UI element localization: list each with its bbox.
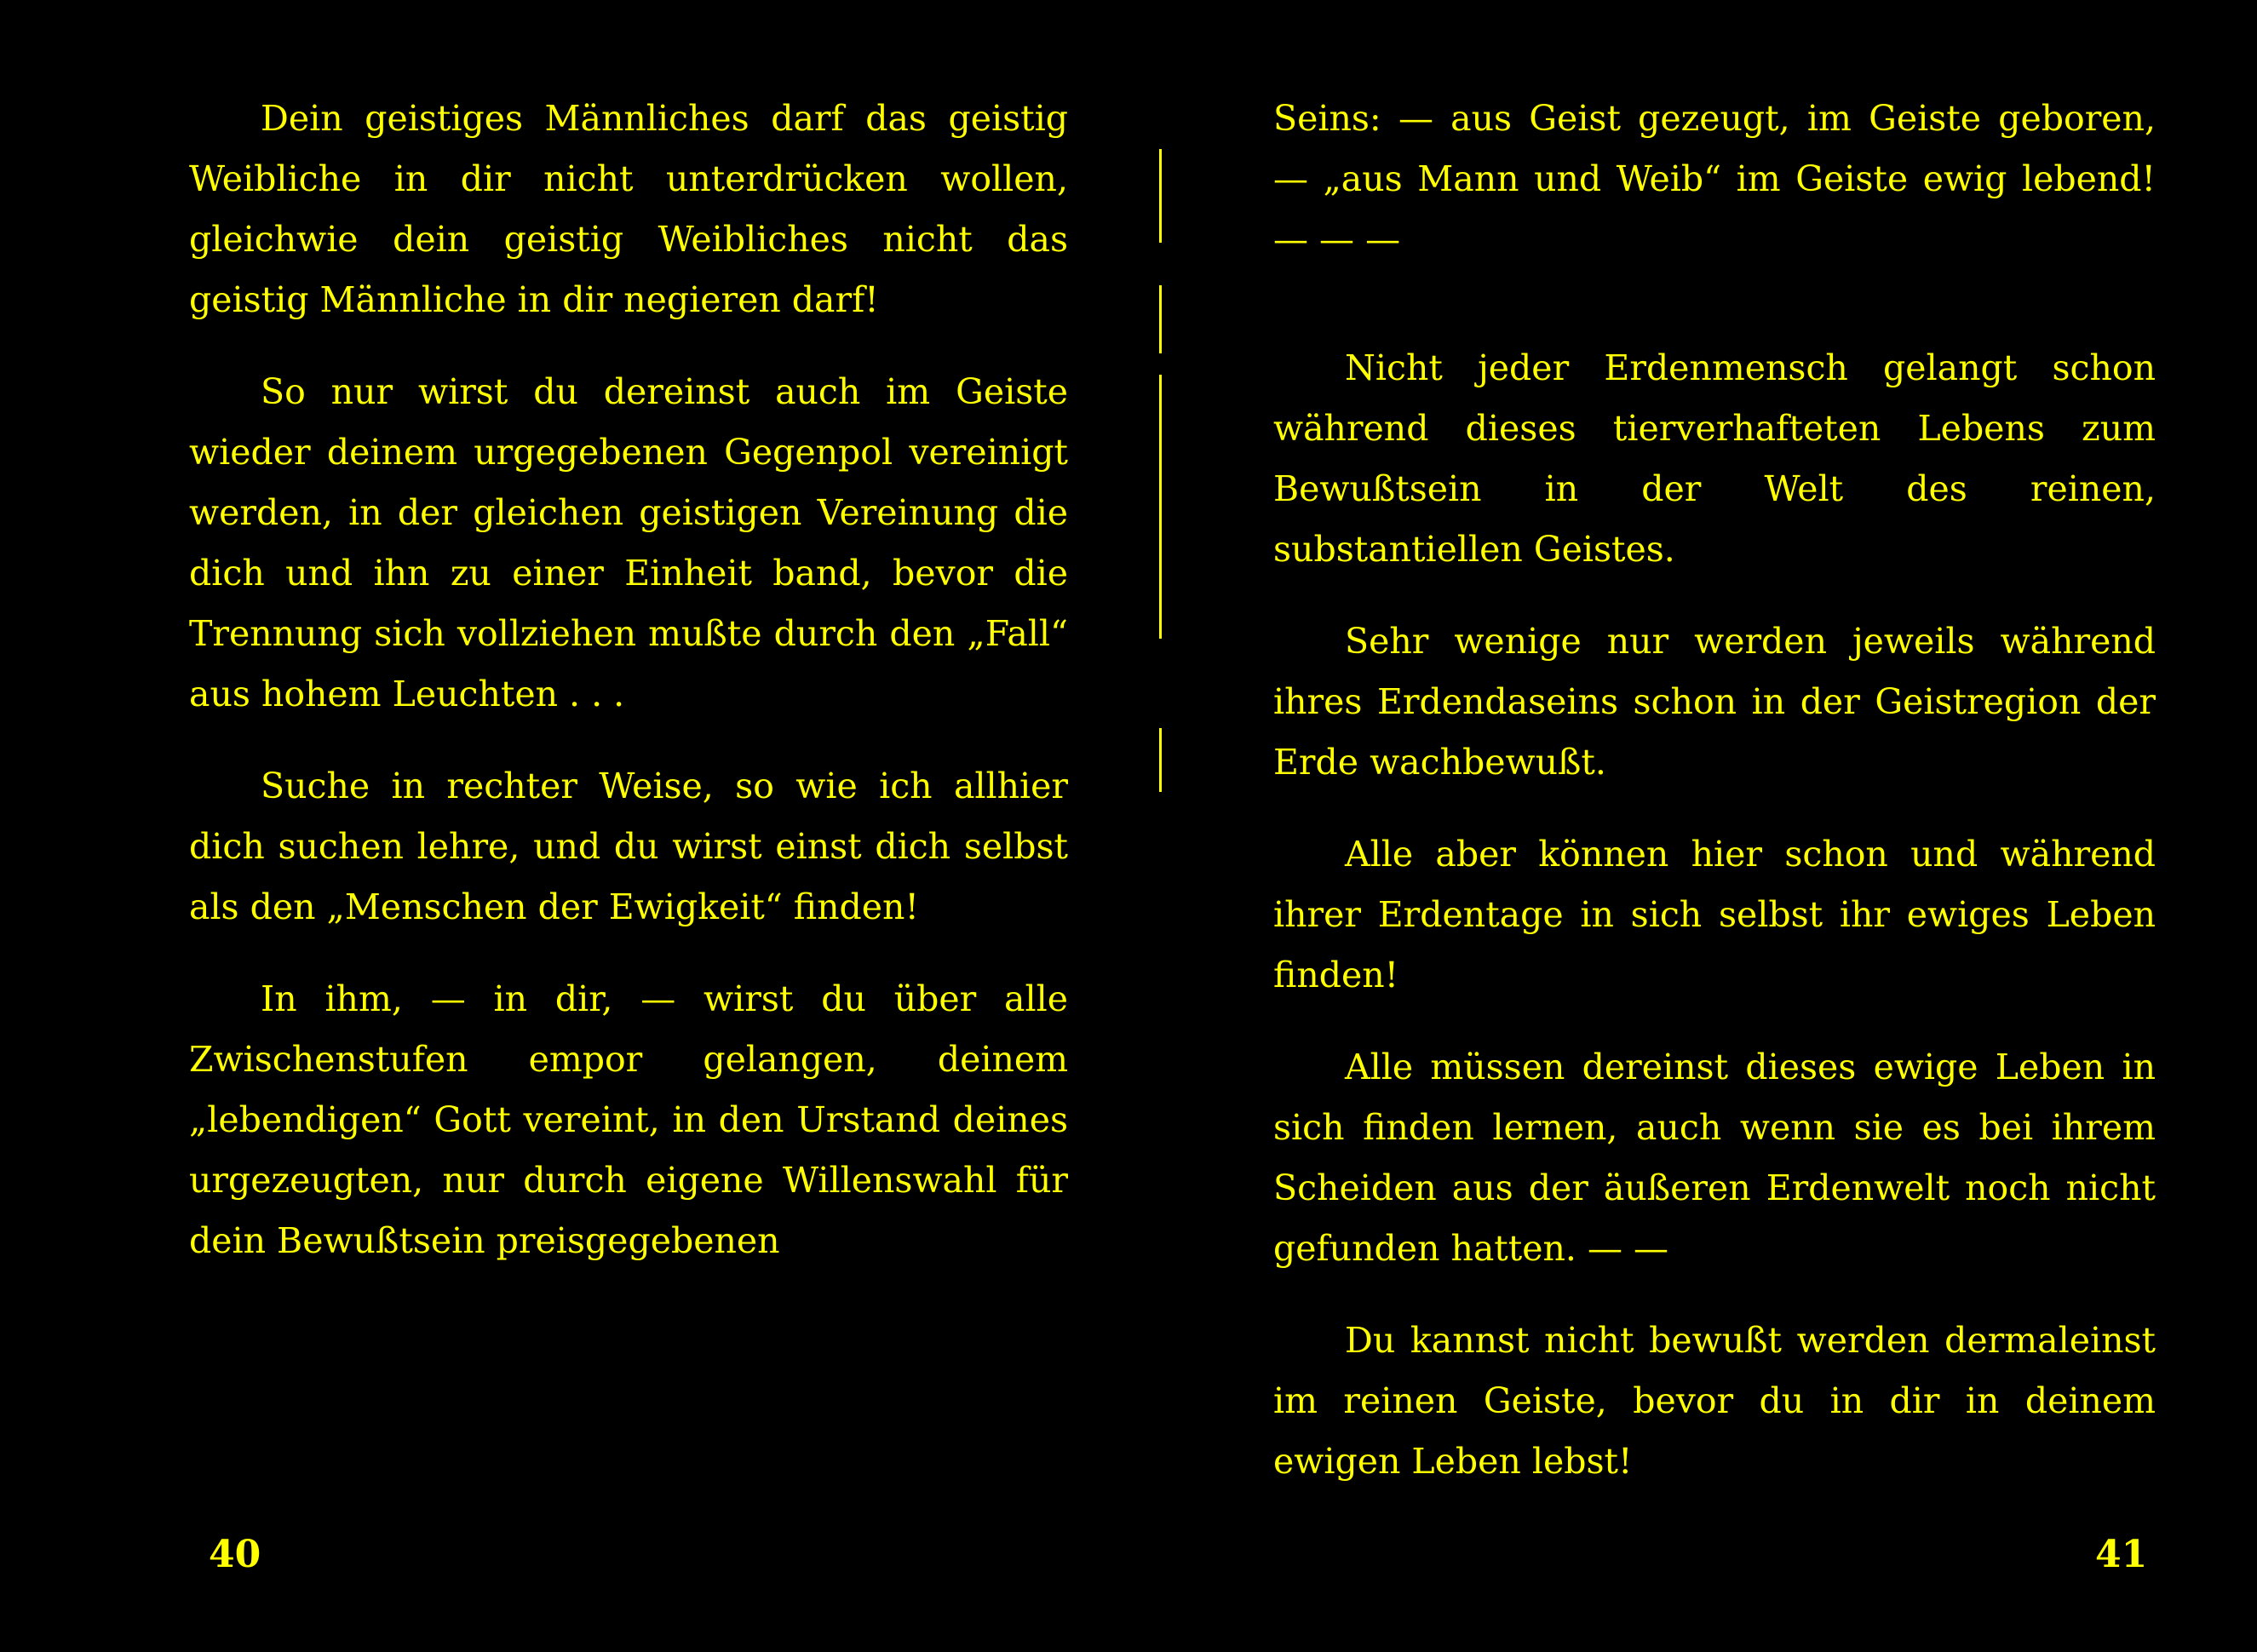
page-number: 40	[209, 1533, 261, 1576]
paragraph: Seins: — aus Geist gezeugt, im Geiste geboren, — „aus Mann und Weib“ im Geiste ewig lebend! — — —	[1273, 98, 2156, 260]
right-page-text	[1273, 89, 2156, 1523]
page-number: 41	[2095, 1533, 2148, 1576]
left-page-text	[189, 89, 1068, 1303]
paragraph: Suche in rechter Weise, so wie ich allhier dich suchen lehre, und du wirst einst dich selbst als den „Menschen der Ewigkeit“ finden!	[189, 766, 1068, 927]
paragraph: In ihm, — in dir, — wirst du über alle Zwischenstufen empor gelangen, deinem „lebendigen“ Gott vereint, in den Urstand deines urgezeugten, nur durch eigene Willenswahl für dein Bewußtsein preisgegebenen	[189, 978, 1068, 1261]
paragraph: Alle aber können hier schon und während ihrer Erdentage in sich selbst ihr ewiges Leben finden!	[1273, 834, 2156, 995]
paragraph: Alle müssen dereinst dieses ewige Leben in sich finden lernen, auch wenn sie es bei ihrem Scheiden aus der äußeren Erdenwelt noch nicht gefunden hatten. — —	[1273, 1047, 2156, 1269]
paragraph: Du kannst nicht bewußt werden dermaleinst im reinen Geiste, bevor du in dir in deinem ewigen Leben lebst!	[1273, 1320, 2156, 1482]
left-page	[0, 0, 1128, 1652]
paragraph: So nur wirst du dereinst auch im Geiste wieder deinem urgegebenen Gegenpol vereinigt werden, in der gleichen geistigen Vereinung die dich und ihn zu einer Einheit band, bevor die Trennung sich vollziehen mußte durch den „Fall“ aus hohem Leuchten . . .	[189, 371, 1068, 714]
paragraph: Nicht jeder Erdenmensch gelangt schon während dieses tierverhafteten Lebens zum Bewußtsein in der Welt des reinen, substantiellen Geistes.	[1273, 347, 2156, 570]
right-page	[1128, 0, 2257, 1652]
paragraph: Sehr wenige nur werden jeweils während ihres Erdendaseins schon in der Geistregion der Erde wachbewußt.	[1273, 621, 2156, 783]
paragraph: Dein geistiges Männliches darf das geistig Weibliche in dir nicht unterdrücken wollen, gleichwie dein geistig Weibliches nicht das geistig Männliche in dir negieren darf!	[189, 98, 1068, 320]
